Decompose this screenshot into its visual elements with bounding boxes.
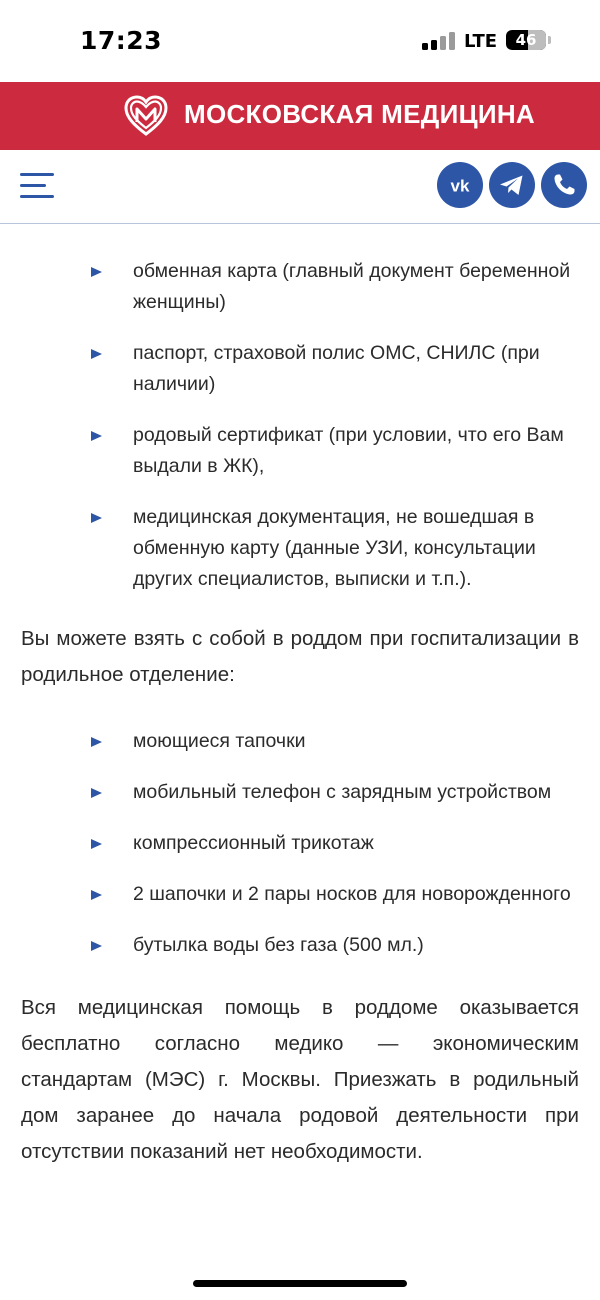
list-item-text: паспорт, страховой полис ОМС, СНИЛС (при наличии)	[133, 342, 540, 395]
vk-button[interactable]	[437, 162, 483, 208]
list-item	[0, 930, 600, 961]
bullet-arrow-icon	[91, 890, 102, 900]
bullet-arrow-icon	[91, 349, 102, 359]
bullet-arrow-icon	[91, 431, 102, 441]
network-type: LTE	[464, 31, 498, 52]
vk-icon	[437, 162, 483, 208]
list-item-text: родовый сертификат (при условии, что его Вам выдали в ЖК),	[133, 424, 564, 477]
list-item	[0, 879, 600, 910]
list-item	[0, 777, 600, 808]
items-list	[0, 726, 600, 961]
list-item-text: мобильный телефон с зарядным устройством	[133, 781, 552, 803]
list-item-text: компрессионный трикотаж	[133, 832, 374, 854]
closing-paragraph: Вся медицинская помощь в роддоме оказывается бесплатно согласно медико — экономическим стандартам (МЭС) г. Москвы. Приезжать в родильный дом заранее до начала родовой деятельности при отсутствии показаний нет необходимости.	[21, 996, 579, 1163]
hamburger-menu-icon[interactable]	[20, 171, 54, 201]
bullet-arrow-icon	[91, 839, 102, 849]
list-item-text: бутылка воды без газа (500 мл.)	[133, 934, 424, 956]
bullet-arrow-icon	[91, 788, 102, 798]
phone-icon	[541, 162, 587, 208]
signal-strength-icon	[422, 32, 456, 50]
brand-header	[0, 82, 600, 150]
list-item	[0, 726, 600, 757]
home-indicator[interactable]	[193, 1280, 407, 1287]
list-item-text: обменная карта (главный документ беременной женщины)	[133, 260, 571, 313]
list-item	[0, 338, 600, 400]
list-item	[0, 256, 600, 318]
list-item-text: моющиеся тапочки	[133, 730, 306, 752]
bullet-arrow-icon	[91, 513, 102, 523]
svg-text:vk: vk	[450, 176, 470, 196]
documents-list	[0, 256, 600, 595]
list-item	[0, 420, 600, 482]
status-time: 17:23	[80, 26, 163, 55]
battery-icon	[506, 30, 546, 50]
nav-bar	[0, 150, 600, 224]
bullet-arrow-icon	[91, 737, 102, 747]
heart-m-logo-icon	[124, 95, 168, 137]
bullet-arrow-icon	[91, 267, 102, 277]
intro-paragraph: Вы можете взять с собой в роддом при госпитализации в родильное отделение:	[21, 627, 579, 686]
telegram-button[interactable]	[489, 162, 535, 208]
battery-level: 46	[515, 31, 537, 49]
brand-name: МОСКОВСКАЯ МЕДИЦИНА	[184, 99, 536, 129]
battery-nub	[548, 36, 551, 44]
list-item-text: медицинская документация, не вошедшая в обменную карту (данные УЗИ, консультации других специалистов, выписки и т.п.).	[133, 506, 536, 590]
list-item-text: 2 шапочки и 2 пары носков для новорожденного	[133, 883, 571, 905]
bullet-arrow-icon	[91, 941, 102, 951]
article-content	[0, 224, 600, 1170]
status-bar	[0, 0, 600, 82]
list-item	[0, 502, 600, 595]
telegram-icon	[489, 162, 535, 208]
phone-button[interactable]	[541, 162, 587, 208]
list-item	[0, 828, 600, 859]
